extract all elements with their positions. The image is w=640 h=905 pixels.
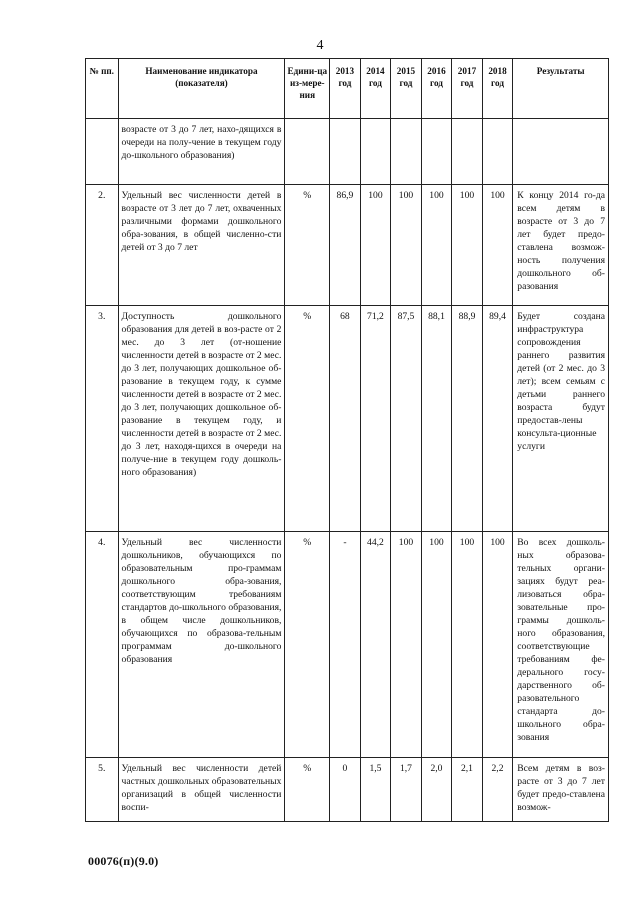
header-year-2018: 2018 год <box>482 59 513 119</box>
row-value-2013: 86,9 <box>330 185 361 306</box>
indicators-table <box>85 58 609 822</box>
header-year-2015: 2015 год <box>391 59 422 119</box>
header-unit: Едини-ца из-мере-ния <box>285 59 330 119</box>
row-unit: % <box>285 185 330 306</box>
row-value-2013: - <box>330 532 361 758</box>
row-value-2018: 2,2 <box>482 758 513 822</box>
page-number: 4 <box>316 38 324 53</box>
row-indicator-name: Доступность дошкольного образования для детей в воз-расте от 2 мес. до 3 лет (от-ношение численности детей в возрасте от 2 мес. до 3 лет, получающих дошкольное об-разование в текущем году, к сумме численности детей в возрасте от 2 мес. до 3 лет, получающих дошкольное об-разование в текущем году, и численности детей в возрасте от 2 мес. до 3 лет, находя-щихся в очереди на получе-ние в текущем году дошколь-ного образования) <box>118 306 285 532</box>
row-value-2016 <box>421 119 452 185</box>
row-value-2018: 100 <box>482 185 513 306</box>
row-value-2015: 100 <box>391 185 422 306</box>
row-value-2016: 2,0 <box>421 758 452 822</box>
table-row <box>86 185 609 306</box>
table-header-row <box>86 59 609 119</box>
row-unit: % <box>285 306 330 532</box>
row-value-2018 <box>482 119 513 185</box>
row-indicator-name: возрасте от 3 до 7 лет, нахо-дящихся в очереди на полу-чение в текущем году до-школьного образования) <box>118 119 285 185</box>
header-year-2016: 2016 год <box>421 59 452 119</box>
row-num <box>86 119 119 185</box>
row-unit: % <box>285 758 330 822</box>
row-results <box>513 119 609 185</box>
row-value-2015 <box>391 119 422 185</box>
table-row <box>86 758 609 822</box>
row-value-2017: 100 <box>452 532 483 758</box>
row-value-2017: 88,9 <box>452 306 483 532</box>
row-value-2017 <box>452 119 483 185</box>
row-indicator-name: Удельный вес численности детей в возрасте от 3 лет до 7 лет, охваченных различными формами дошкольного обра-зования, в общей численно-сти детей от 3 до 7 лет <box>118 185 285 306</box>
row-value-2014: 44,2 <box>360 532 391 758</box>
row-indicator-name: Удельный вес численности детей частных дошкольных образовательных организаций в общей численности воспи- <box>118 758 285 822</box>
row-results: Будет создана инфраструктура сопровождения раннего развития детей (от 2 мес. до 3 лет); всем семьям с детьми раннего возраста будут предостав-лены консульта-ционные услуги <box>513 306 609 532</box>
row-value-2015: 1,7 <box>391 758 422 822</box>
header-results: Результаты <box>513 59 609 119</box>
row-num: 2. <box>86 185 119 306</box>
header-num: № пп. <box>86 59 119 119</box>
row-num: 3. <box>86 306 119 532</box>
row-value-2016: 100 <box>421 185 452 306</box>
row-value-2015: 100 <box>391 532 422 758</box>
header-name: Наименование индикатора (показателя) <box>118 59 285 119</box>
row-value-2016: 88,1 <box>421 306 452 532</box>
row-results: Во всех дошколь-ных образова-тельных органи-зациях будут реа-лизоваться обра-зовательные про-граммы дошколь-ного образования, соответствующие требованиям фе-дерального госу-дарственного об-разовательного стандарта до-школьного обра-зования <box>513 532 609 758</box>
row-indicator-name: Удельный вес численности дошкольников, обучающихся по образовательным про-граммам дошкольного обра-зования, соответствующим требованиям стандартов до-школьного образования, в общем числе дошкольников, обучающихся по образова-тельным программам до-школьного образования <box>118 532 285 758</box>
row-value-2014: 1,5 <box>360 758 391 822</box>
row-num: 4. <box>86 532 119 758</box>
row-unit <box>285 119 330 185</box>
table-row <box>86 119 609 185</box>
header-year-2013: 2013 год <box>330 59 361 119</box>
row-value-2018: 100 <box>482 532 513 758</box>
table-row <box>86 532 609 758</box>
row-results: К концу 2014 го-да всем детям в возрасте от 3 до 7 лет будет предо-ставлена возмож-ность получения дошкольного об-разования <box>513 185 609 306</box>
row-num: 5. <box>86 758 119 822</box>
row-value-2018: 89,4 <box>482 306 513 532</box>
row-unit: % <box>285 532 330 758</box>
row-value-2013: 0 <box>330 758 361 822</box>
row-value-2013 <box>330 119 361 185</box>
row-value-2017: 100 <box>452 185 483 306</box>
row-value-2014: 71,2 <box>360 306 391 532</box>
header-year-2014: 2014 год <box>360 59 391 119</box>
table-row <box>86 306 609 532</box>
header-year-2017: 2017 год <box>452 59 483 119</box>
row-value-2014: 100 <box>360 185 391 306</box>
row-value-2014 <box>360 119 391 185</box>
footer-code: 00076(п)(9.0) <box>88 854 159 868</box>
row-value-2017: 2,1 <box>452 758 483 822</box>
row-value-2013: 68 <box>330 306 361 532</box>
row-value-2016: 100 <box>421 532 452 758</box>
row-value-2015: 87,5 <box>391 306 422 532</box>
row-results: Всем детям в воз-расте от 3 до 7 лет будет предо-ставлена возмож- <box>513 758 609 822</box>
